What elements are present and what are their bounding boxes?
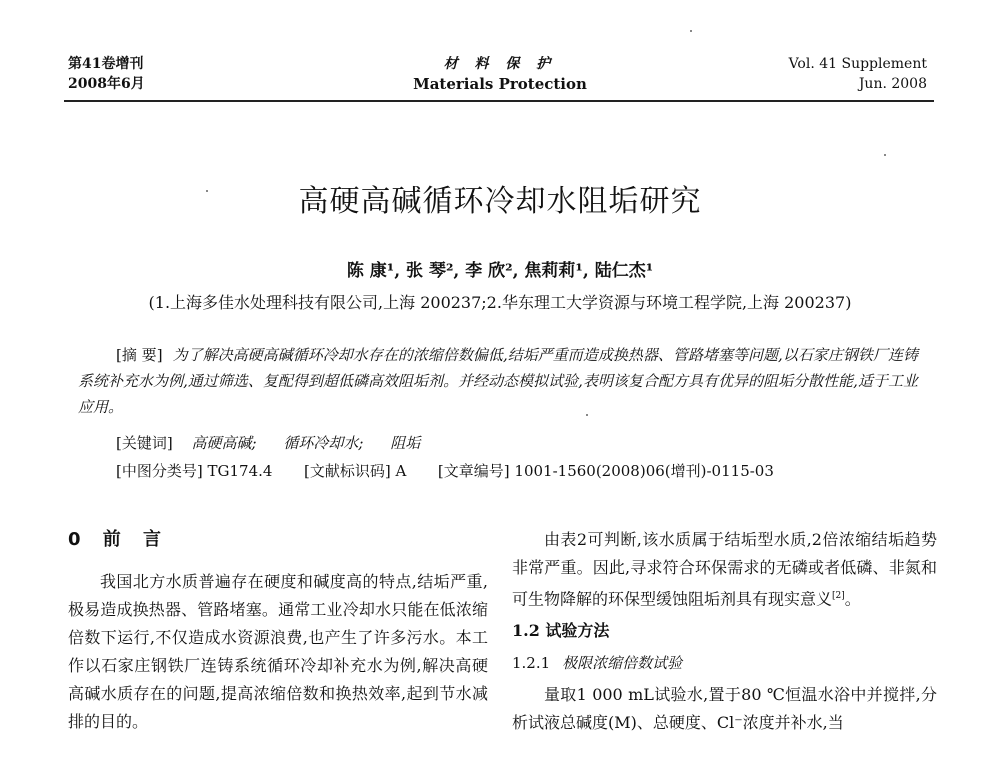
volume-cn: 第41卷增刊 [68, 56, 144, 72]
classification [116, 460, 774, 481]
subsection-heading: 1.2 试验方法 [512, 621, 610, 641]
section-heading: 0 前 言 [68, 529, 170, 550]
paragraph: 量取1 000 mL试验水,置于80 ℃恒温水浴中并搅拌,分析试液总碱度(M)、总硬度、Cl⁻浓度并补水,当 [512, 685, 937, 733]
keyword-item: 阻垢 [390, 434, 421, 452]
journal-name-cn: 材 料 保 护 [443, 56, 557, 72]
abstract [78, 342, 918, 420]
journal-name-en: Materials Protection [413, 75, 587, 93]
volume-en: Vol. 41 Supplement [788, 56, 927, 72]
clc-value: TG174.4 [207, 462, 273, 480]
article-number-value: 1001-1560(2008)06(增刊)-0115-03 [514, 462, 774, 480]
keyword-item: 高硬高碱; [191, 434, 257, 452]
scan-speck [586, 414, 588, 416]
paragraph [512, 526, 937, 613]
keyword-item: 循环冷却水; [283, 434, 364, 452]
abstract-label: [摘 要] [116, 346, 163, 364]
intro-paragraph: 我国北方水质普遍存在硬度和碱度高的特点,结垢严重,极易造成换热器、管路堵塞。通常工业冷却水只能在低浓缩倍数下运行,不仅造成水资源浪费,也产生了许多污水。本工作以石家庄钢铁厂连铸系统循环冷却补充水为例,解决高硬高碱水质存在的问题,提高浓缩倍数和换热效率,起到节水减排的目的。 [68, 572, 488, 731]
header-rule [64, 100, 934, 102]
scan-speck [690, 30, 692, 32]
journal-volume-en [789, 54, 927, 94]
subsubsection-title: 极限浓缩倍数试验 [562, 654, 683, 673]
keywords [116, 432, 420, 453]
scan-speck [884, 154, 886, 156]
authors: 陈 康¹, 张 琴², 李 欣², 焦莉莉¹, 陆仁杰¹ [346, 261, 654, 281]
article-number-label: [文章编号] [437, 462, 510, 480]
doc-code-label: [文献标识码] [304, 462, 391, 480]
abstract-text: 为了解决高硬高碱循环冷却水存在的浓缩倍数偏低,结垢严重而造成换热器、管路堵塞等问题,以石家庄钢铁厂连铸系统补充水为例,通过筛选、复配得到超低磷高效阻垢剂。并经动态模拟试验,表明该复合配方具有优异的阻垢分散性能,适于工业应用。 [78, 346, 918, 416]
citation-ref: [2] [832, 591, 845, 601]
date-en: Jun. 2008 [858, 76, 927, 92]
section-intro [68, 526, 488, 736]
date-cn: 2008年6月 [68, 76, 145, 92]
keywords-label: [关键词] [116, 434, 173, 452]
scan-speck [206, 190, 208, 192]
paragraph-end: 。 [844, 589, 861, 609]
paper-title: 高硬高碱循环冷却水阻垢研究 [298, 184, 702, 219]
right-column [512, 526, 937, 737]
affiliations: (1.上海多佳水处理科技有限公司,上海 200237;2.华东理工大学资源与环境工程学院,上海 200237) [148, 293, 852, 312]
clc-label: [中图分类号] [116, 462, 203, 480]
paragraph-text: 由表2可判断,该水质属于结垢型水质,2倍浓缩结垢趋势非常严重。因此,寻求符合环保需求的无磷或者低磷、非氮和可生物降解的环保型缓蚀阻垢剂具有现实意义 [512, 530, 937, 609]
doc-code-value: A [395, 462, 407, 480]
subsubsection-number: 1.2.1 [512, 654, 551, 673]
subsubsection-heading [512, 649, 937, 677]
